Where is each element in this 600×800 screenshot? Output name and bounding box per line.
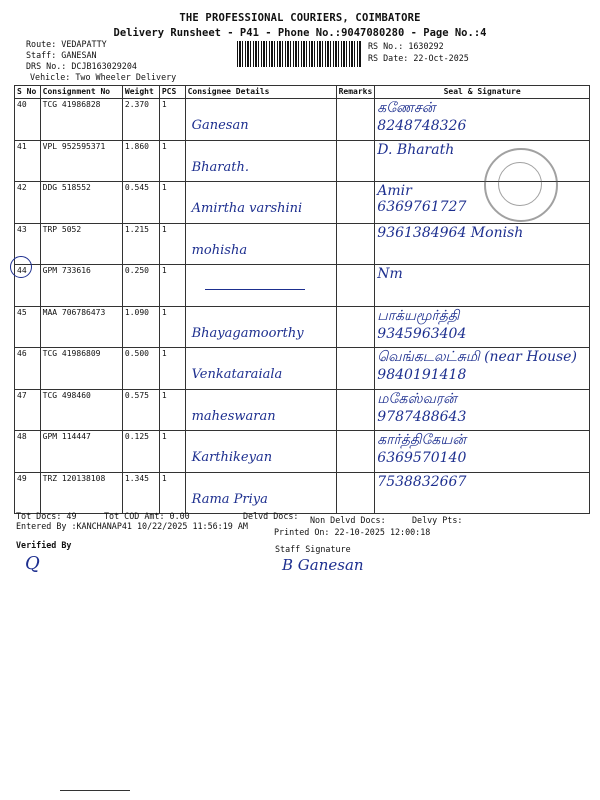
runsheet-table bbox=[14, 85, 590, 514]
handwritten-signature: 7538832667 bbox=[377, 473, 467, 490]
drs-number: DRS No.: DCJB163029204 bbox=[26, 61, 137, 71]
row-pcs: 1 bbox=[159, 306, 185, 348]
row-signature bbox=[375, 265, 590, 307]
row-remarks bbox=[336, 389, 375, 431]
handwritten-consignee-name: maheswaran bbox=[191, 408, 276, 424]
row-consignment-no: TCG 41986809 bbox=[40, 348, 122, 390]
row-weight: 0.545 bbox=[122, 182, 159, 224]
table-row bbox=[15, 223, 590, 265]
row-sno: 49 bbox=[15, 472, 41, 514]
row-sno: 44 bbox=[15, 265, 41, 307]
row-signature bbox=[375, 99, 590, 141]
rs-date: RS Date: 22-Oct-2025 bbox=[368, 53, 469, 63]
row-consignee bbox=[185, 472, 336, 514]
row-consignee bbox=[185, 99, 336, 141]
col-signature: Seal & Signature bbox=[375, 86, 590, 99]
row-remarks bbox=[336, 306, 375, 348]
row-signature bbox=[375, 306, 590, 348]
row-pcs: 1 bbox=[159, 265, 185, 307]
row-weight: 1.860 bbox=[122, 140, 159, 182]
handwritten-signature: Amir bbox=[377, 183, 412, 199]
row-weight: 0.125 bbox=[122, 431, 159, 473]
row-pcs: 1 bbox=[159, 389, 185, 431]
handwritten-signature: மகேஸ்வரன் bbox=[377, 390, 457, 407]
handwritten-signature: 6369761727 bbox=[377, 199, 467, 215]
handwritten-consignee-name: Ganesan bbox=[191, 118, 249, 133]
verified-by-label: Verified By bbox=[16, 540, 72, 550]
delivered-docs: Delvd Docs: bbox=[243, 511, 299, 521]
company-seal-stamp bbox=[484, 148, 558, 222]
col-pcs: PCS bbox=[159, 86, 185, 99]
row-remarks bbox=[336, 99, 375, 141]
row-sno: 40 bbox=[15, 99, 41, 141]
handwritten-signature: 9361384964 Monish bbox=[377, 224, 524, 241]
handwritten-consignee-name: Venkataraiala bbox=[191, 367, 283, 382]
row-signature bbox=[375, 389, 590, 431]
row-remarks bbox=[336, 431, 375, 473]
non-delivered-docs: Non Delvd Docs: bbox=[310, 515, 386, 525]
handwritten-consignee-name: Amirtha varshini bbox=[191, 201, 303, 216]
row-weight: 0.500 bbox=[122, 348, 159, 390]
col-remarks: Remarks bbox=[336, 86, 375, 99]
handwritten-signature: 9787488643 bbox=[377, 408, 467, 425]
route-label: Route: VEDAPATTY bbox=[26, 39, 107, 49]
row-pcs: 1 bbox=[159, 223, 185, 265]
printed-on: Printed On: 22-10-2025 12:00:18 bbox=[274, 527, 431, 537]
row-consignment-no: VPL 952595371 bbox=[40, 140, 122, 182]
handwritten-consignee-name: Karthikeyan bbox=[191, 450, 273, 465]
row-signature bbox=[375, 431, 590, 473]
row-sno: 42 bbox=[15, 182, 41, 224]
row-remarks bbox=[336, 140, 375, 182]
col-consignment: Consignment No bbox=[40, 86, 122, 99]
barcode bbox=[237, 41, 362, 67]
row-sno: 48 bbox=[15, 431, 41, 473]
entered-by: Entered By :KANCHANAP41 10/22/2025 11:56:19 AM bbox=[16, 521, 248, 531]
bottom-rule bbox=[60, 790, 130, 791]
row-consignment-no: TCG 41986828 bbox=[40, 99, 122, 141]
row-signature bbox=[375, 348, 590, 390]
row-consignee bbox=[185, 389, 336, 431]
staff-signature: B Ganesan bbox=[282, 556, 364, 574]
row-consignee bbox=[185, 348, 336, 390]
row-pcs: 1 bbox=[159, 431, 185, 473]
rs-number: RS No.: 1630292 bbox=[368, 41, 444, 51]
table-row bbox=[15, 431, 590, 473]
row-consignee bbox=[185, 182, 336, 224]
table-row bbox=[15, 265, 590, 307]
col-sno: S No bbox=[15, 86, 41, 99]
row-pcs: 1 bbox=[159, 348, 185, 390]
row-remarks bbox=[336, 472, 375, 514]
row-consignment-no: DDG 518552 bbox=[40, 182, 122, 224]
row-pcs: 1 bbox=[159, 99, 185, 141]
row-consignee bbox=[185, 223, 336, 265]
row-sno: 47 bbox=[15, 389, 41, 431]
circled-row-mark bbox=[10, 256, 32, 278]
vehicle-label: Vehicle: Two Wheeler Delivery bbox=[30, 72, 177, 82]
staff-label: Staff: GANESAN bbox=[26, 50, 97, 60]
row-pcs: 1 bbox=[159, 182, 185, 224]
row-weight: 2.370 bbox=[122, 99, 159, 141]
row-consignee bbox=[185, 265, 336, 307]
col-weight: Weight bbox=[122, 86, 159, 99]
row-signature bbox=[375, 472, 590, 514]
handwritten-signature: D. Bharath bbox=[377, 141, 455, 158]
row-weight: 1.090 bbox=[122, 306, 159, 348]
table-row bbox=[15, 348, 590, 390]
table-header-row bbox=[15, 86, 590, 99]
row-weight: 0.575 bbox=[122, 389, 159, 431]
row-weight: 0.250 bbox=[122, 265, 159, 307]
row-pcs: 1 bbox=[159, 140, 185, 182]
handwritten-signature: கணேசன் bbox=[377, 100, 436, 116]
row-sno: 41 bbox=[15, 140, 41, 182]
row-consignee bbox=[185, 431, 336, 473]
handwritten-consignee-name: mohisha bbox=[191, 242, 248, 258]
company-title: THE PROFESSIONAL COURIERS, COIMBATORE bbox=[179, 12, 421, 24]
handwritten-signature: 6369570140 bbox=[377, 450, 467, 466]
handwritten-signature: Nm bbox=[377, 266, 403, 282]
row-remarks bbox=[336, 223, 375, 265]
row-consignment-no: TCG 498460 bbox=[40, 389, 122, 431]
row-consignment-no: GPM 733616 bbox=[40, 265, 122, 307]
row-remarks bbox=[336, 348, 375, 390]
row-consignment-no: TRZ 120138108 bbox=[40, 472, 122, 514]
staff-signature-label: Staff Signature bbox=[275, 544, 351, 554]
handwritten-consignee-name: Bharath. bbox=[191, 159, 249, 175]
total-cod: Tot COD Amt: 0.00 bbox=[104, 511, 190, 521]
row-pcs: 1 bbox=[159, 472, 185, 514]
handwritten-signature: வெங்கடலட்சுமி (near House) bbox=[377, 349, 577, 365]
row-sno: 43 bbox=[15, 223, 41, 265]
handwritten-signature: கார்த்திகேயன் bbox=[377, 432, 466, 448]
table-row bbox=[15, 472, 590, 514]
row-consignee bbox=[185, 140, 336, 182]
table-row bbox=[15, 99, 590, 141]
table-row bbox=[15, 389, 590, 431]
total-docs: Tot Docs: 49 bbox=[16, 511, 77, 521]
runsheet-subtitle: Delivery Runsheet - P41 - Phone No.:9047080280 - Page No.:4 bbox=[113, 27, 487, 39]
row-signature bbox=[375, 223, 590, 265]
row-consignment-no: TRP 5052 bbox=[40, 223, 122, 265]
row-signature bbox=[375, 140, 590, 182]
row-weight: 1.345 bbox=[122, 472, 159, 514]
row-sno: 45 bbox=[15, 306, 41, 348]
row-sno: 46 bbox=[15, 348, 41, 390]
handwritten-signature: பாக்யமூர்த்தி bbox=[377, 307, 460, 324]
row-weight: 1.215 bbox=[122, 223, 159, 265]
handwritten-consignee-name: Rama Priya bbox=[191, 491, 268, 507]
delivery-points: Delvy Pts: bbox=[412, 515, 463, 525]
row-consignment-no: MAA 706786473 bbox=[40, 306, 122, 348]
row-remarks bbox=[336, 182, 375, 224]
handwritten-signature: 8248748326 bbox=[377, 118, 467, 134]
table-row bbox=[15, 306, 590, 348]
handwritten-signature: 9345963404 bbox=[377, 325, 467, 342]
verified-signature: Q bbox=[25, 553, 40, 574]
row-remarks bbox=[336, 265, 375, 307]
row-consignment-no: GPM 114447 bbox=[40, 431, 122, 473]
row-consignee bbox=[185, 306, 336, 348]
handwritten-signature: 9840191418 bbox=[377, 367, 467, 383]
col-consignee: Consignee Details bbox=[185, 86, 336, 99]
handwritten-dash bbox=[205, 289, 305, 290]
handwritten-consignee-name: Bhayagamoorthy bbox=[191, 325, 304, 341]
